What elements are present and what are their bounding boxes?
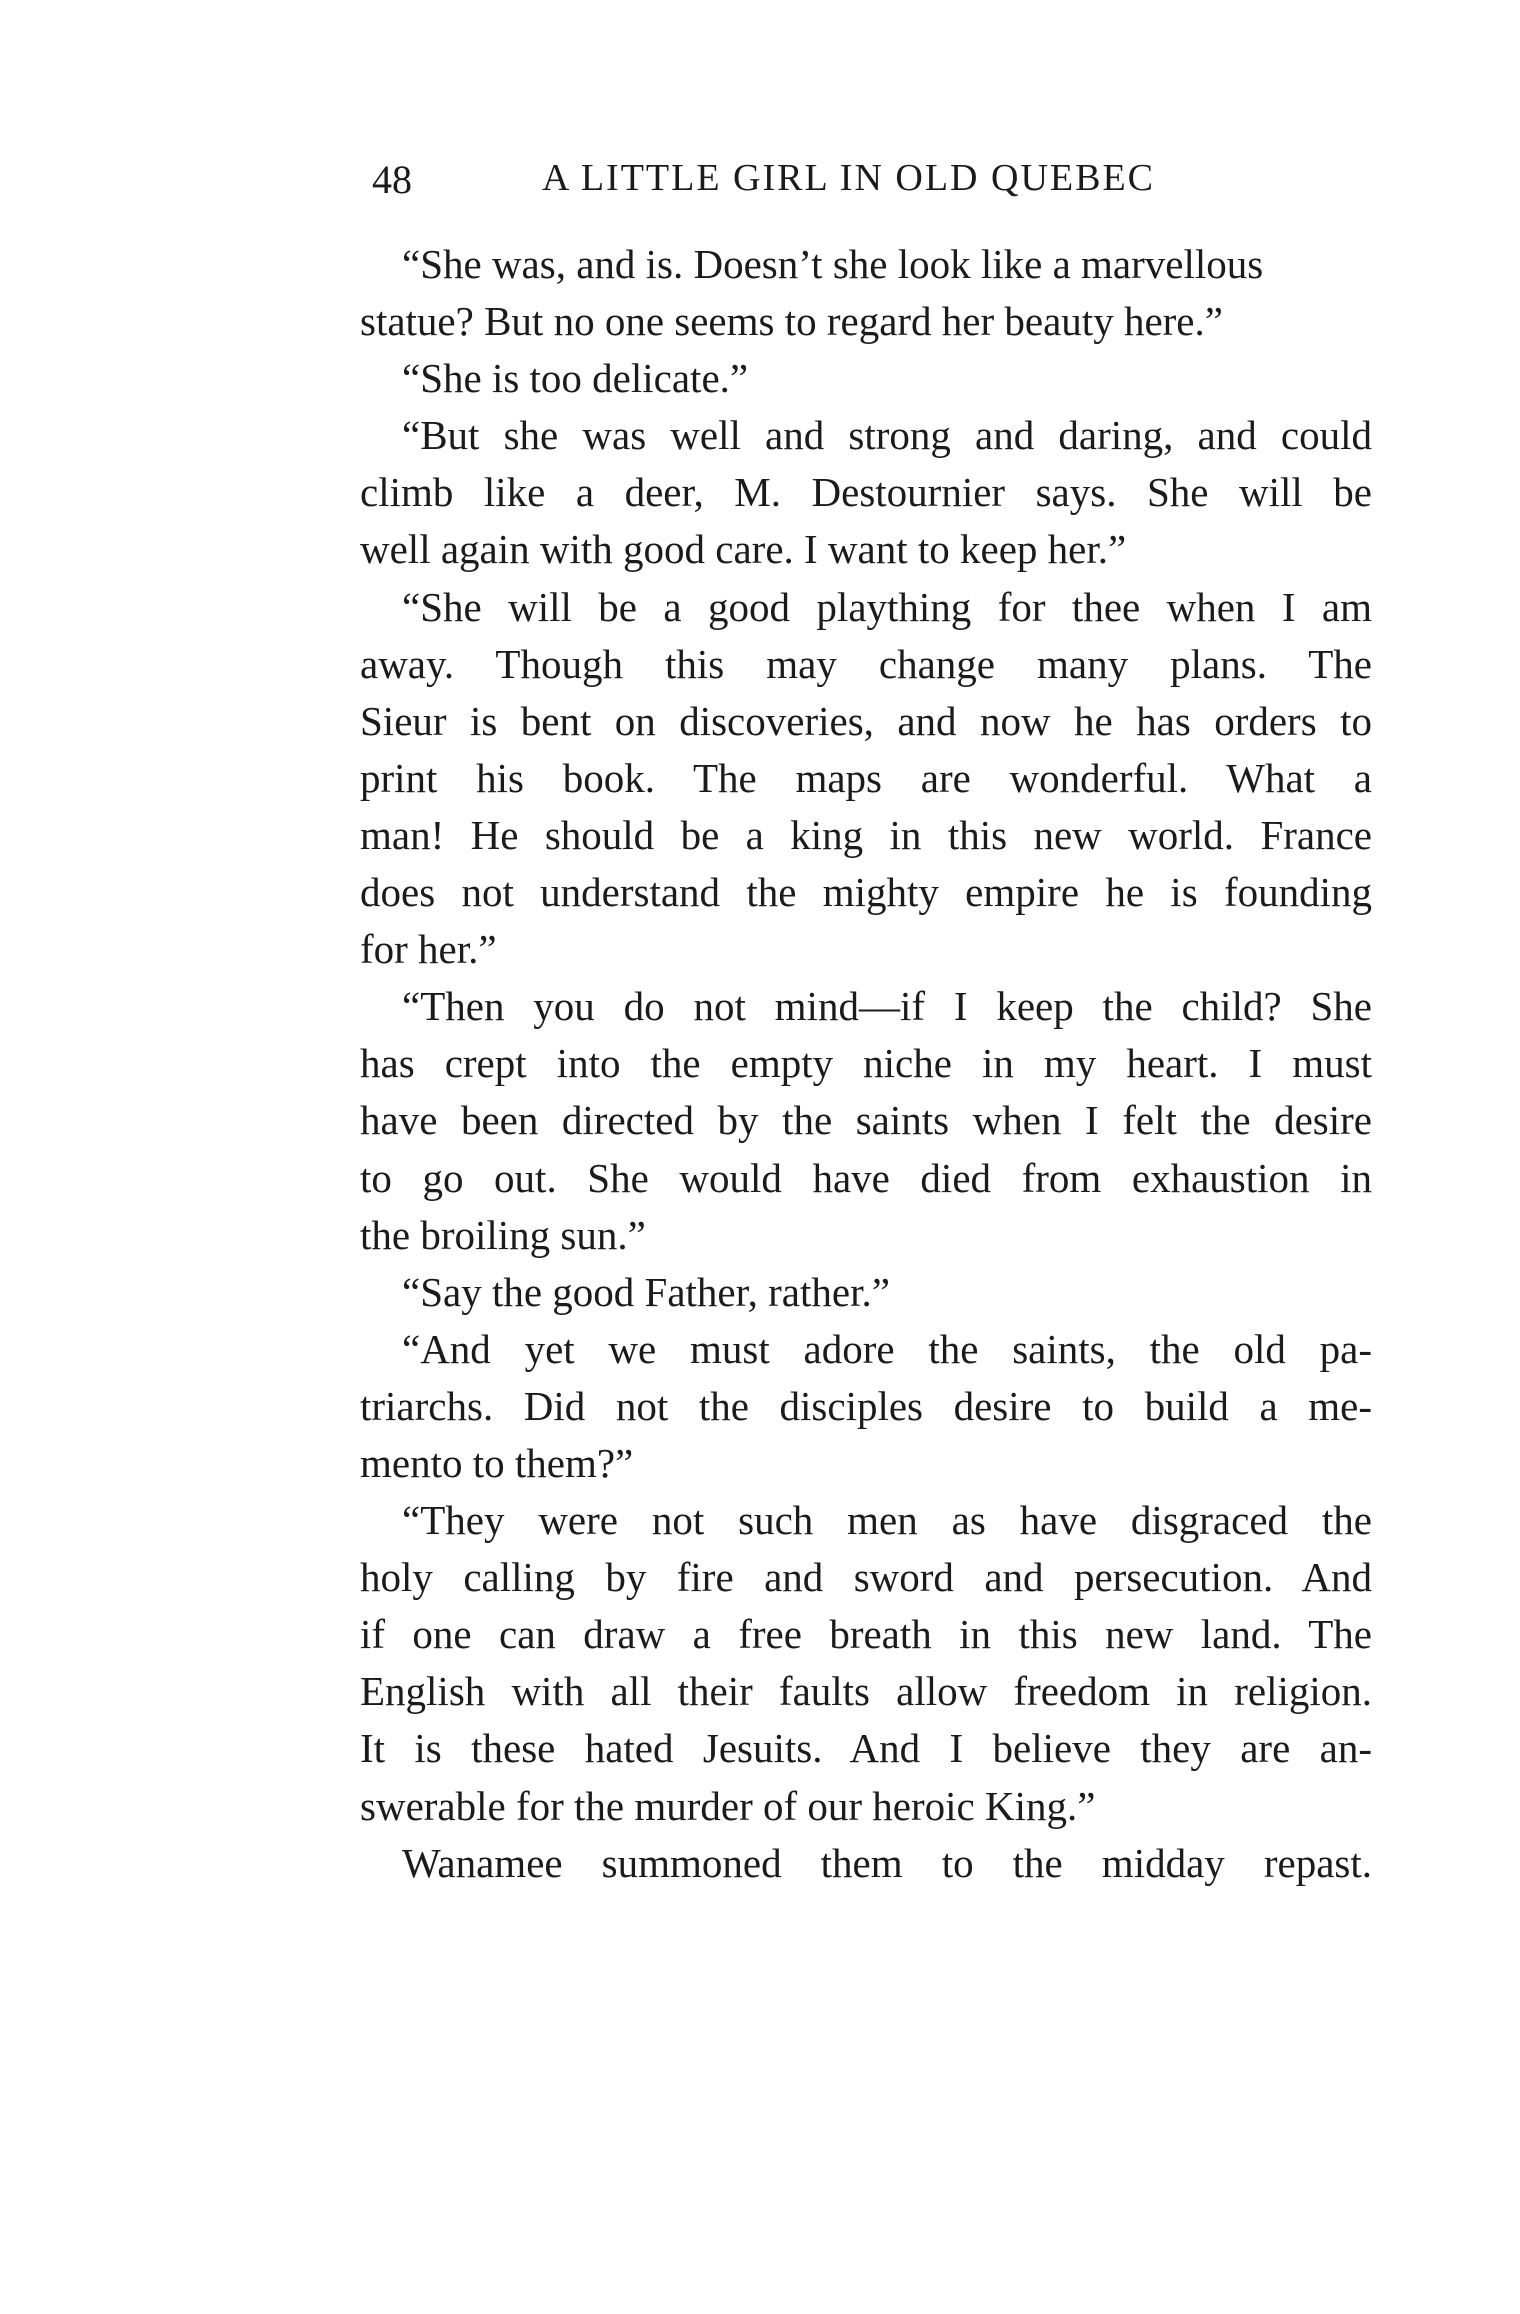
text-line: well again with good care. I want to keep her.”	[360, 526, 1127, 573]
text-line: away. Though this may change many plans. The	[360, 640, 1372, 687]
text-line: climb like a deer, M. Destournier says. She will be	[360, 469, 1372, 516]
text-line: man! He should be a king in this new world. France	[360, 811, 1372, 858]
text-line-paragraph-start: “She is too delicate.”	[402, 355, 749, 402]
text-line: statue? But no one seems to regard her beauty here.”	[360, 298, 1223, 345]
text-line-paragraph-start: “She will be a good plaything for thee when I am	[402, 583, 1372, 630]
text-line-paragraph-start: “She was, and is. Doesn’t she look like a marvellous	[402, 241, 1264, 287]
text-line-paragraph-start: “They were not such men as have disgraced the	[402, 1497, 1372, 1544]
text-line-paragraph-start: “And yet we must adore the saints, the old pa-	[402, 1325, 1372, 1372]
text-line: swerable for the murder of our heroic King.”	[360, 1782, 1096, 1829]
text-line-paragraph-start: “Say the good Father, rather.”	[402, 1268, 890, 1315]
text-line-paragraph-start: Wanamee summoned them to the midday repast.	[402, 1839, 1372, 1886]
text-line: for her.”	[360, 926, 497, 973]
text-line: to go out. She would have died from exhaustion in	[360, 1154, 1372, 1201]
body-text	[360, 236, 1372, 1892]
text-line: print his book. The maps are wonderful. What a	[360, 754, 1372, 801]
running-title: A LITTLE GIRL IN OLD QUEBEC	[542, 157, 1155, 199]
text-line: Sieur is bent on discoveries, and now he has orders to	[360, 697, 1372, 744]
text-line: have been directed by the saints when I felt the desire	[360, 1097, 1372, 1144]
text-line: has crept into the empty niche in my heart. I must	[360, 1040, 1372, 1087]
text-line: It is these hated Jesuits. And I believe they are an-	[360, 1725, 1372, 1772]
text-line-paragraph-start: “Then you do not mind—if I keep the child? She	[402, 983, 1372, 1030]
text-line: the broiling sun.”	[360, 1211, 646, 1258]
text-line: triarchs. Did not the disciples desire to build a me-	[360, 1382, 1372, 1429]
page-header	[372, 156, 1232, 208]
text-line: does not understand the mighty empire he is founding	[360, 869, 1372, 916]
text-line: English with all their faults allow freedom in religion.	[360, 1668, 1372, 1715]
text-line: mento to them?”	[360, 1439, 634, 1486]
text-line: holy calling by fire and sword and persecution. And	[360, 1554, 1372, 1601]
text-line-paragraph-start: “But she was well and strong and daring, and could	[402, 412, 1372, 459]
page-number: 48	[372, 157, 412, 202]
text-line: if one can draw a free breath in this new land. The	[360, 1611, 1372, 1658]
